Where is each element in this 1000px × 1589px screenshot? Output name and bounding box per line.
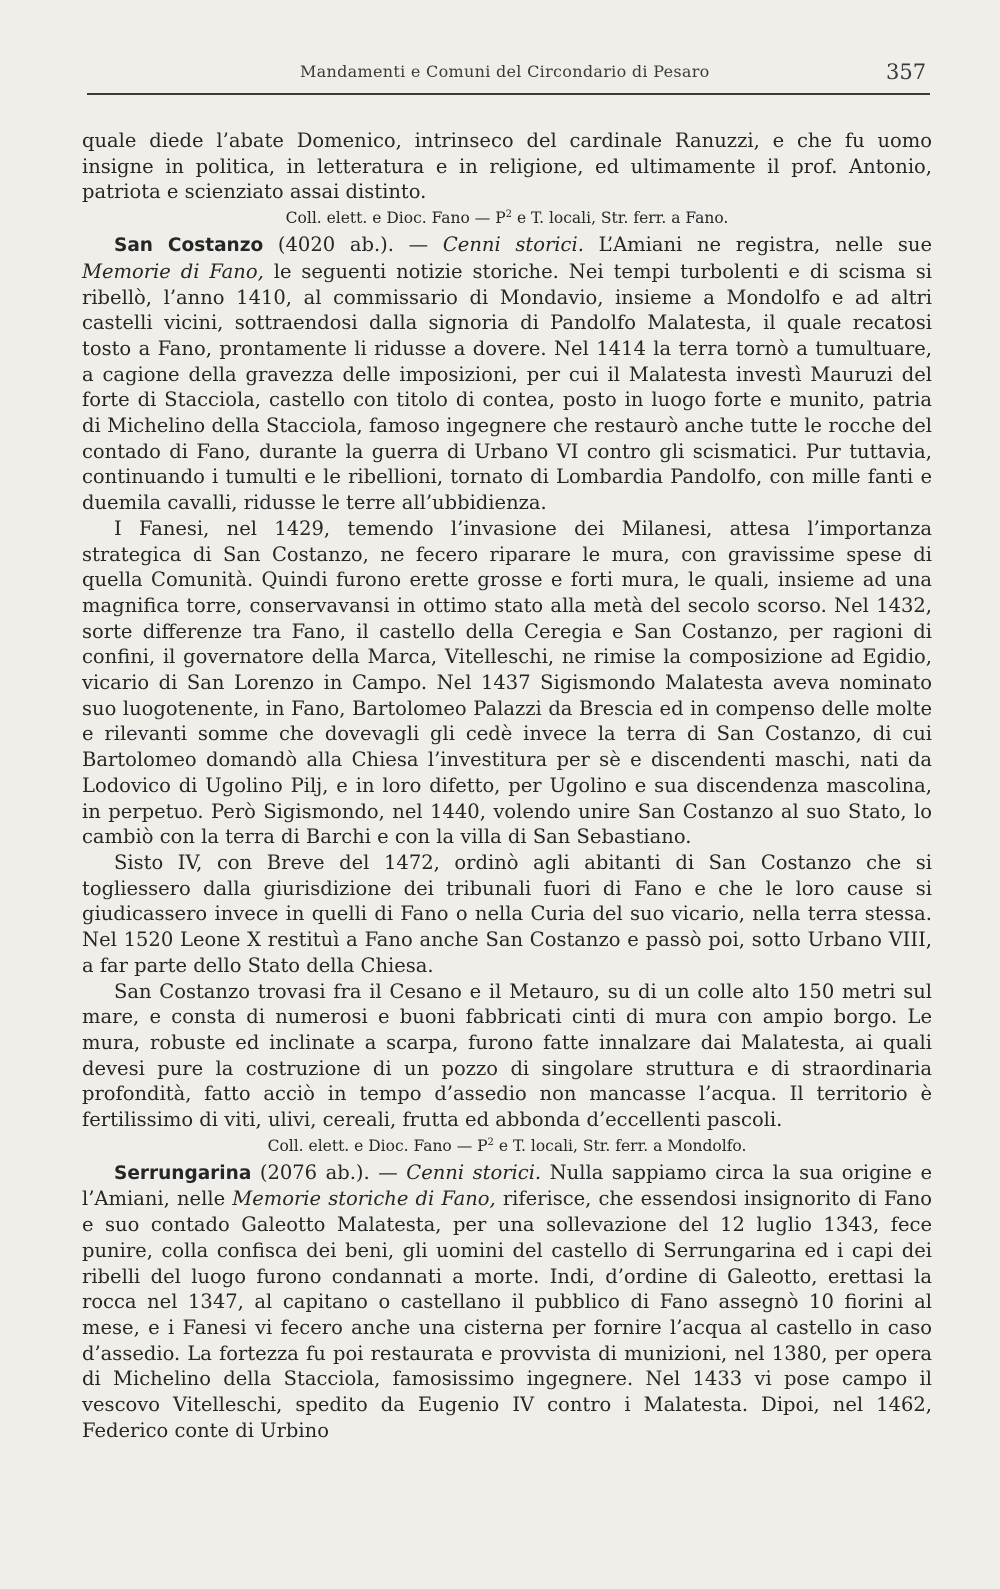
entry-population: (2076 ab.). — — [251, 1160, 407, 1184]
paragraph-trovasi: San Costanzo trovasi fra il Cesano e il Metauro, su di un colle alto 150 metri sul mare, e consta di numerosi e buoni fabbricati cinti di mura con ampio borgo. Le mura, robuste ed inclinate a scarpa, furono fatte innalzare dai Malatesta, ai quali devesi pure la costruzione di un pozzo di singolare struttura e di straordinaria profondità, fatto acciò in tempo d’assedio non mancasse l’acqua. Il territorio è fertilissimo di viti, ulivi, cereali, frutta ed abbonda d’eccellenti pascoli. — [82, 979, 932, 1132]
entry-intro: Nulla sappiamo circa la sua origine e l’Amiani, nelle — [82, 1160, 932, 1211]
running-title: Mandamenti e Comuni del Circondario di Pesaro — [300, 62, 710, 81]
entry-lemma: San Costanzo — [114, 235, 264, 257]
header-rule — [87, 93, 930, 95]
citation-text: Coll. elett. e Dioc. Fano — P — [285, 209, 506, 228]
page-header — [0, 58, 1000, 98]
paragraph-sisto: Sisto IV, con Breve del 1472, ordinò agli abitanti di San Costanzo che si togliessero dalla giurisdizione dei tribunali fuori di Fano e che le loro cause si giudicassero invece in quelli di Fano o nella Curia del suo vicario, nella terra stessa. Nel 1520 Leone X restituì a Fano anche San Costanzo e passò poi, sotto Urbano VIII, a far parte dello Stato della Chiesa. — [82, 850, 932, 977]
entry-population: (4020 ab.). — — [263, 233, 443, 257]
entry-work-title: Memorie di Fano, — [82, 259, 264, 283]
body-text — [82, 128, 932, 1443]
citation-superscript: 2 — [487, 1136, 494, 1148]
citation-superscript: 2 — [505, 208, 513, 220]
entry-body: le seguenti notizie storiche. Nei tempi turbolenti e di scisma si ribellò, l’anno 1410, al commissario di Mondavio, insieme a Mondolfo e ad altri castelli vicini, sottraendosi dalla signoria di Pandolfo Malatesta, il quale recatosi tosto a Fano, prontamente li ridusse a dovere. Nel 1414 la terra tornò a tumultuare, a cagione della gravezza delle imposizioni, per cui il Malatesta investì Mauruzi del forte di Stacciola, castello con titolo di contea, posto in luogo forte e munito, patria di Michelino della Stacciola, famoso ingegnere che restaurò anche tutte le rocche del contado di Fano, durante la guerra di Urbano VI contro gli scismatici. Pur tuttavia, continuando i tumulti e le ribellioni, tornato di Lombardia Pandolfo, con mille fanti e duemila cavalli, ridusse le terre all’ubbidienza. — [82, 259, 932, 515]
page-number: 357 — [886, 60, 927, 84]
entry-body: riferisce, che essendosi insignorito di Fano e suo contado Galeotto Malatesta, per una sollevazione del 12 luglio 1343, fece punire, colla confisca dei beni, gli uomini del castello di Serrungarina ed i capi dei ribelli del luogo furono condannati a morte. Indi, d’ordine di Galeotto, erettasi la rocca nel 1347, al capitano o castellano il pubblico di Fano assegnò 10 fiorini al mese, e i Fanesi vi fecero anche una cisterna per fornire l’acqua al castello in caso d’assedio. La fortezza fu poi restaurata e provvista di munizioni, nel 1380, per opera di Michelino della Stacciola, famosissimo ingegnere. Nel 1433 vi pose campo il vescovo Vitelleschi, spedito da Eugenio IV contro i Malatesta. Dipoi, nel 1462, Federico conte di Urbino — [82, 1187, 932, 1442]
citation-mondolfo — [82, 1134, 932, 1158]
entry-san-costanzo — [82, 232, 932, 516]
paragraph-fanesi: I Fanesi, nel 1429, temendo l’invasione dei Milanesi, attesa l’importanza strategica di San Costanzo, ne fecero riparare le mura, con gravissime spese di quella Comunità. Quindi furono erette grosse e forti mura, le quali, insieme ad una magnifica torre, conservavansi in ottimo stato alla metà del secolo scorso. Nel 1432, sorte differenze tra Fano, il castello della Ceregia e San Costanzo, per ragioni di confini, il governatore della Marca, Vitelleschi, ne rimise la composizione ad Egidio, vicario di San Lorenzo in Campo. Nel 1437 Sigismondo Malatesta aveva nominato suo luogotenente, in Fano, Bartolomeo Palazzi da Brescia ed in compenso delle molte e rilevanti somme che dovevagli gli cedè invece la terra di San Costanzo, di cui Bartolomeo domandò alla Chiesa l’investitura per sè e discendenti maschi, nati da Lodovico di Ugolino Pilj, e in loro difetto, per Ugolino e sua discendenza mascolina, in perpetuo. Però Sigismondo, nel 1440, volendo unire San Costanzo al suo Stato, lo cambiò con la terra di Barchi e con la villa di San Sebastiano. — [82, 516, 932, 849]
entry-work-title: Memorie storiche di Fano, — [232, 1187, 496, 1211]
paragraph-continuation: quale diede l’abate Domenico, intrinseco del cardinale Ranuzzi, e che fu uomo insigne in politica, in letteratura e in religione, ed ultimamente il prof. Antonio, patriota e scienziato assai distinto. — [82, 129, 932, 204]
entry-serrungarina — [82, 1160, 932, 1444]
citation-fano — [82, 206, 932, 230]
entry-lemma: Serrungarina — [114, 1162, 252, 1184]
citation-text: Coll. elett. e Dioc. Fano — P — [267, 1136, 488, 1155]
citation-text: e T. locali, Str. ferr. a Mondolfo. — [493, 1136, 747, 1155]
citation-text: e T. locali, Str. ferr. a Fano. — [512, 209, 729, 228]
entry-heading: Cenni storici. — [442, 233, 584, 257]
entry-heading: Cenni storici. — [406, 1160, 542, 1184]
entry-intro: L’Amiani ne registra, nelle sue — [583, 233, 932, 257]
